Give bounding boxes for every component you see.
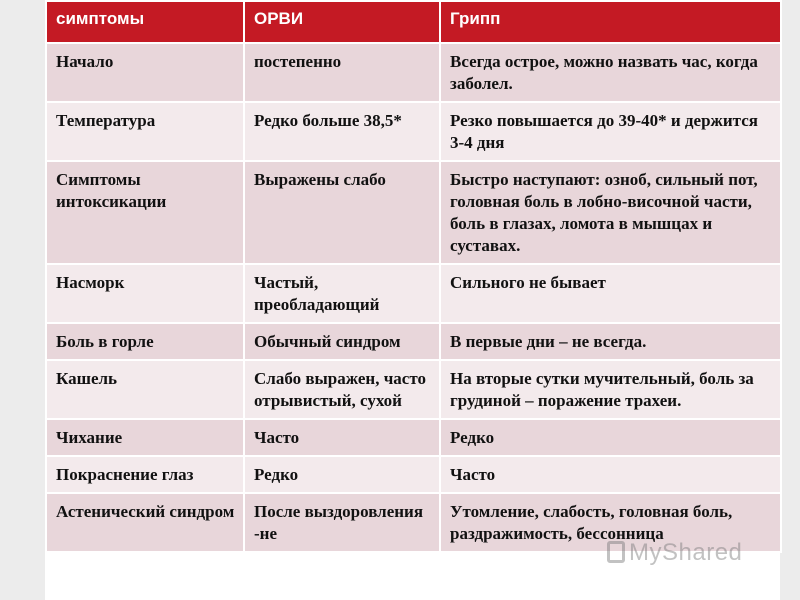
table-row <box>46 102 781 161</box>
cell-symptom: Боль в горле <box>46 323 244 360</box>
table-row <box>46 419 781 456</box>
table-row <box>46 43 781 102</box>
table-row <box>46 161 781 264</box>
cell-symptom: Чихание <box>46 419 244 456</box>
cell-orvi: Редко <box>244 456 440 493</box>
cell-symptom: Насморк <box>46 264 244 323</box>
cell-orvi: постепенно <box>244 43 440 102</box>
cell-symptom: Покраснение глаз <box>46 456 244 493</box>
cell-symptom: Симптомы интоксикации <box>46 161 244 264</box>
cell-orvi: Обычный синдром <box>244 323 440 360</box>
table-header-row <box>46 1 781 43</box>
comparison-table-container <box>45 0 780 600</box>
header-flu: Грипп <box>440 1 781 43</box>
cell-flu: Утомление, слабость, головная боль, раздражимость, бессонница <box>440 493 781 552</box>
cell-flu: Всегда острое, можно назвать час, когда заболел. <box>440 43 781 102</box>
table-row <box>46 264 781 323</box>
table-row <box>46 360 781 419</box>
cell-orvi: Выражены слабо <box>244 161 440 264</box>
cell-orvi: Часто <box>244 419 440 456</box>
cell-orvi: После выздоровления -не <box>244 493 440 552</box>
cell-orvi: Редко больше 38,5* <box>244 102 440 161</box>
cell-flu: В первые дни – не всегда. <box>440 323 781 360</box>
comparison-table <box>45 0 782 553</box>
cell-flu: Часто <box>440 456 781 493</box>
cell-symptom: Кашель <box>46 360 244 419</box>
table-row <box>46 323 781 360</box>
table-row <box>46 493 781 552</box>
header-symptoms: симптомы <box>46 1 244 43</box>
cell-flu: На вторые сутки мучительный, боль за грудиной – поражение трахеи. <box>440 360 781 419</box>
cell-flu: Сильного не бывает <box>440 264 781 323</box>
cell-symptom: Температура <box>46 102 244 161</box>
table-row <box>46 456 781 493</box>
header-orvi: ОРВИ <box>244 1 440 43</box>
cell-symptom: Начало <box>46 43 244 102</box>
cell-flu: Редко <box>440 419 781 456</box>
cell-orvi: Слабо выражен, часто отрывистый, сухой <box>244 360 440 419</box>
cell-orvi: Частый, преобладающий <box>244 264 440 323</box>
watermark-text: MyShared <box>629 539 743 566</box>
cell-symptom: Астенический синдром <box>46 493 244 552</box>
cell-flu: Быстро наступают: озноб, сильный пот, головная боль в лобно-височной части, боль в глазах, ломота в мышцах и суставах. <box>440 161 781 264</box>
cell-flu: Резко повышается до 39-40* и держится 3-4 дня <box>440 102 781 161</box>
